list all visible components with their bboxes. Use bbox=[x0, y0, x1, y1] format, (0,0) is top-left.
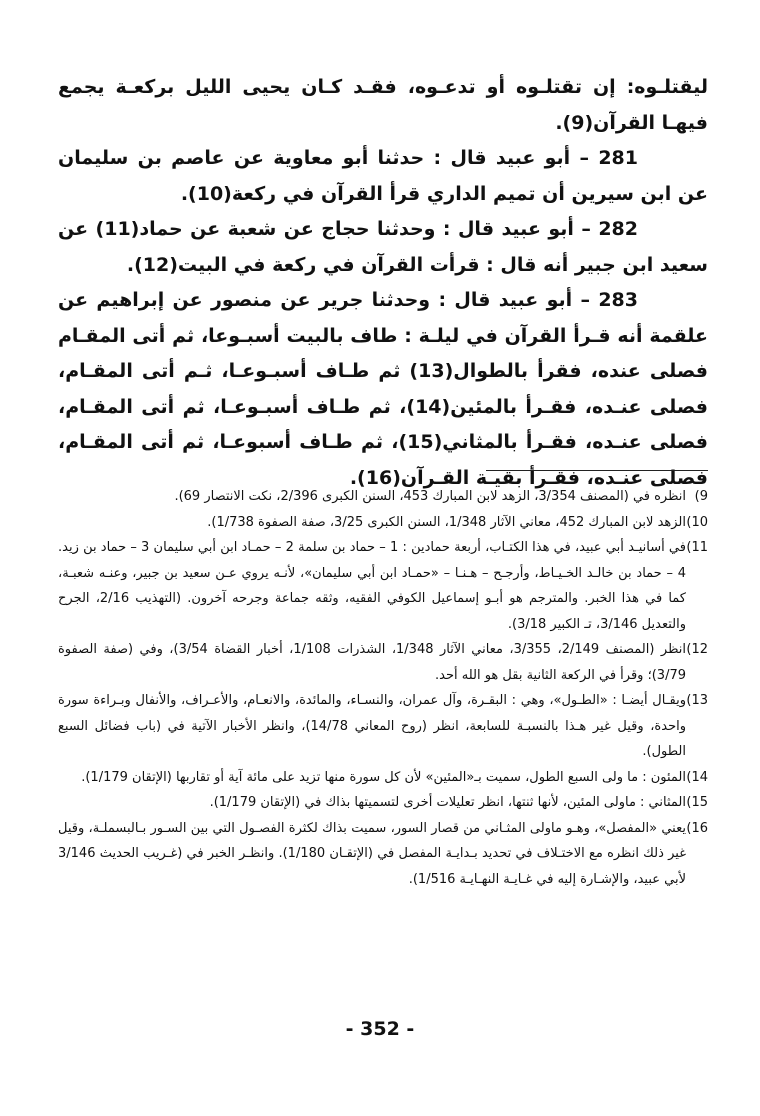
footnote-9 bbox=[58, 484, 708, 510]
footnote-text: ويقـال أيضـا : «الطـول»، وهي : البقـرة، وآل عمران، والنسـاء، والمائدة، والانعـام، والأعـراف، والأنفال وبـراءة سورة واحدة، وقيل غير هـذا بالنسبـة للسابعة، انظر (روح المعاني 14/78)، وانظر الأخبار الآتية في (باب فضائل السبع الطول). bbox=[58, 693, 686, 759]
footnote-number: 9) bbox=[694, 489, 708, 504]
footnote-text: انظر (المصنف 2/149، 3/355، معاني الآثار 1/348، الشذرات 1/108، أخبار القضاة 3/54)، وفي (صفة الصفوة 3/79)؛ وقرأ في الركعة الثانية بقل هو الله أحد. bbox=[58, 642, 686, 683]
paragraph-282: 282 – أبو عبيد قال : وحدثنا حجاج عن شعبة عن حماد(11) عن سعيد ابن جبير أنه قال : قرأت القرآن في ركعة في البيت(12). bbox=[58, 218, 708, 276]
footnote-11 bbox=[58, 535, 708, 637]
footnote-text: يعني «المفصل»، وهـو ماولى المثـاني من قصار السور، سميت بذاك لكثرة الفصـول التي بين السـور بـالبسملـة، وقيل غير ذلك انظره مع الاختـلاف في تحديد بـدايـة المفصل في (الإتقـان 1/180). وانظـر الخبر في (غـريب الحديث 3/146 لأبي عبيد، والإشـارة إليه في غـايـة النهـايـة 1/516). bbox=[58, 820, 686, 887]
footnote-12 bbox=[58, 637, 708, 688]
main-text bbox=[58, 70, 708, 496]
footnotes bbox=[58, 484, 708, 892]
footnote-number: 13) bbox=[686, 693, 708, 708]
footnote-number: 11) bbox=[686, 540, 708, 555]
footnote-14 bbox=[58, 765, 708, 791]
footnote-number: 10) bbox=[686, 514, 708, 530]
footnote-15 bbox=[58, 790, 708, 816]
footnote-number: 15) bbox=[686, 795, 708, 810]
page-number: - 352 - bbox=[345, 1018, 415, 1040]
footnote-text: في أسانيـد أبي عبيد، في هذا الكتـاب، أربعة حمادين : 1 – حماد بن سلمة 2 – حمـاد ابن أبي سليمان 3 – حماد بن زيد. 4 – حماد بن خالـد الخـيـاط، وأرجـح – هـنـا – «حمـاد ابن أبي سليمان»، لأنـه يروي عـن سعيد بن جبير، وعنـه شعبـة، كما في هذا الخبر. والمترجم هو أبـو إسماعيل الكوفي الفقيه، وثقه جماعة وجرحه آخرون. (التهذيب 2/16، الجرح والتعديل 3/146، تـ الكبير 3/18). bbox=[58, 540, 686, 632]
footnote-text: المثاني : ماولى المئين، لأنها ثنتها، انظر تعليلات أخرى لتسميتها بذاك في (الإتقان 1/179). bbox=[209, 795, 686, 810]
footnote-text: المئون : ما ولى السبع الطول، سميت بـ«المئين» لأن كل سورة منها تزيد على مائة آية أو تقاربها (الإتقان 1/179). bbox=[81, 769, 686, 785]
paragraph-283: 283 – أبو عبيد قال : وحدثنا جرير عن منصور عن إبراهيم عن علقمة أنه قـرأ القرآن في ليلـة : طاف بالبيت أسبـوعا، ثم أتى المقـام فصلى عنده، فقرأ بالطوال(13) ثم طـاف أسبـوعـا، ثـم أتى المقـام، فصلى عنـده، فقـرأ بالمئين(14)، ثم طـاف أسبـوعـا، ثم أتى المقـام، فصلى عنـده، فقـرأ بالمثاني(15)، ثم طـاف أسبوعـا، ثم أتى المقـام، فصلى عنـده، فقـرأ بقيـة القـرآن(16). bbox=[58, 289, 708, 489]
footnote-number: 14) bbox=[686, 769, 708, 785]
footnote-16 bbox=[58, 816, 708, 893]
footnote-13 bbox=[58, 688, 708, 765]
footnote-separator bbox=[486, 470, 708, 471]
paragraph-continuation: ليقتلـوه: إن تقتلـوه أو تدعـوه، فقـد كـان يحيى الليل بركعـة يجمع فيهـا القرآن(9). bbox=[58, 76, 708, 134]
paragraph-281: 281 – أبو عبيد قال : حدثنا أبو معاوية عن عاصم بن سليمان عن ابن سيرين أن تميم الداري قرأ القرآن في ركعة(10). bbox=[58, 147, 708, 205]
footnote-text: انظره في (المصنف 3/354، الزهد لابن المبارك 453، السنن الكبرى 2/396، نكت الانتصار 69). bbox=[174, 489, 686, 504]
footnote-number: 16) bbox=[686, 820, 708, 836]
footnote-text: الزهد لابن المبارك 452، معاني الآثار 1/348، السنن الكبرى 3/25، صفة الصفوة 1/738). bbox=[207, 514, 686, 530]
footnote-10 bbox=[58, 510, 708, 536]
footnote-number: 12) bbox=[686, 642, 708, 657]
